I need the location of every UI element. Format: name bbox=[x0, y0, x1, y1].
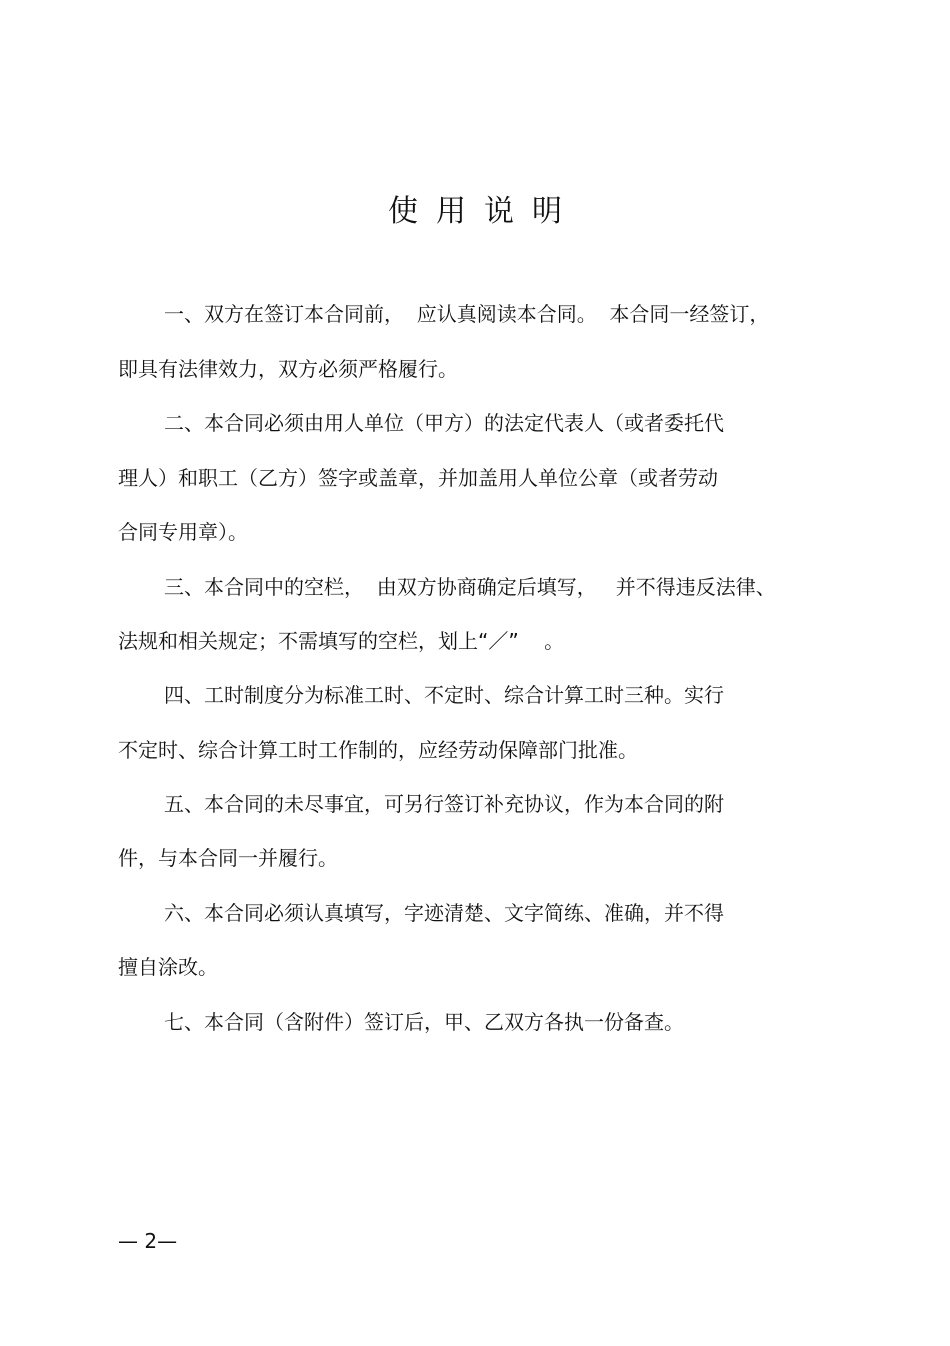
paragraph-2-line-3: 合同专用章）。 bbox=[118, 520, 248, 544]
paragraph-3-line-2: 法规和相关规定；不需填写的空栏，划上“／” 。 bbox=[118, 629, 565, 653]
paragraph-1-line-1: 一、双方在签订本合同前， 应认真阅读本合同。 本合同一经签订， bbox=[164, 302, 770, 326]
paragraph-2-line-1: 二、本合同必须由用人单位（甲方）的法定代表人（或者委托代 bbox=[164, 411, 724, 435]
paragraph-2-line-2: 理人）和职工（乙方）签字或盖章，并加盖用人单位公章（或者劳动 bbox=[118, 466, 718, 490]
paragraph-6-line-1: 六、本合同必须认真填写，字迹清楚、文字简练、准确，并不得 bbox=[164, 901, 724, 925]
paragraph-4-line-2: 不定时、综合计算工时工作制的，应经劳动保障部门批准。 bbox=[118, 738, 638, 762]
paragraph-5-line-1: 五、本合同的未尽事宜，可另行签订补充协议，作为本合同的附 bbox=[164, 792, 724, 816]
page-title: 使用说明 bbox=[388, 194, 580, 229]
page-number: — 2— bbox=[118, 1229, 178, 1253]
paragraph-4-line-1: 四、工时制度分为标准工时、不定时、综合计算工时三种。实行 bbox=[164, 683, 724, 707]
paragraph-3-line-1: 三、本合同中的空栏， 由双方协商确定后填写， 并不得违反法律、 bbox=[164, 575, 776, 599]
paragraph-7-line-1: 七、本合同（含附件）签订后，甲、乙双方各执一份备查。 bbox=[164, 1010, 684, 1034]
paragraph-6-line-2: 擅自涂改。 bbox=[118, 955, 218, 979]
paragraph-1-line-2: 即具有法律效力，双方必须严格履行。 bbox=[118, 357, 458, 381]
paragraph-5-line-2: 件，与本合同一并履行。 bbox=[118, 846, 338, 870]
